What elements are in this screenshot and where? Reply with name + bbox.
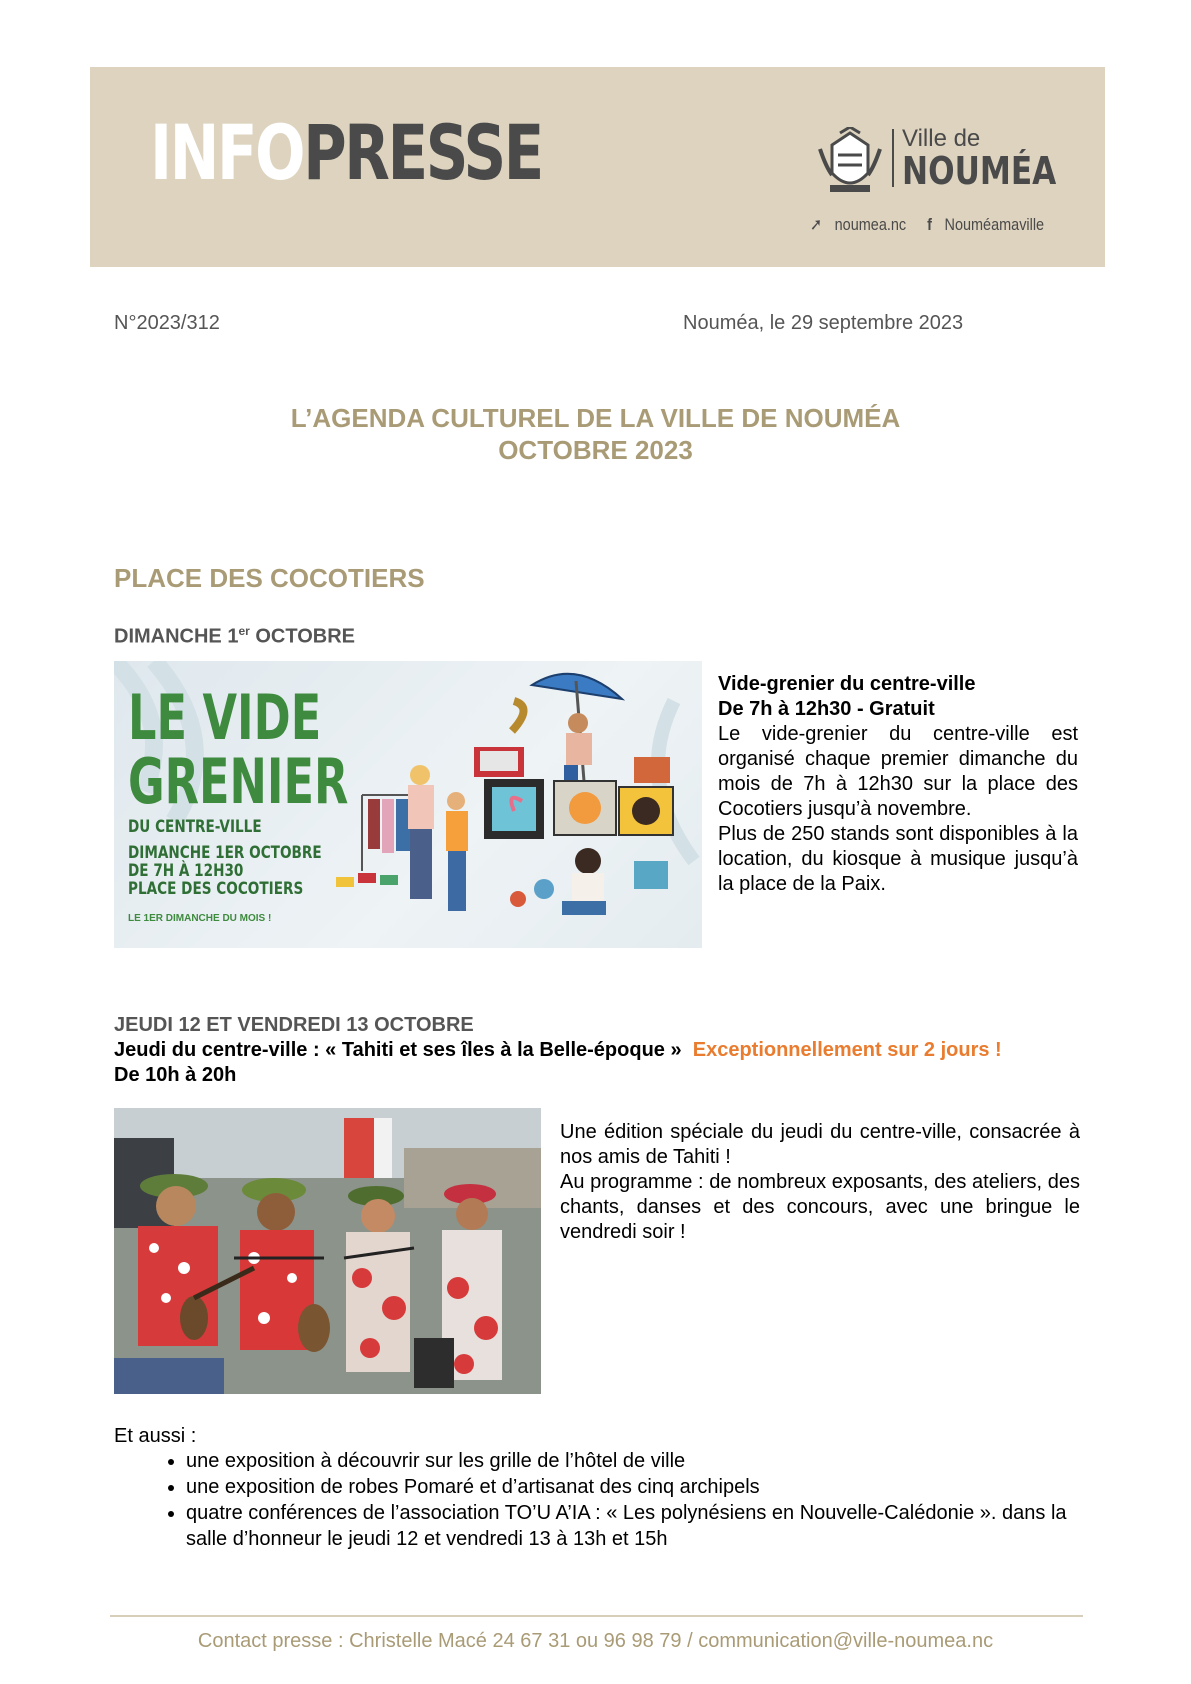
vg-line2: GRENIER — [128, 745, 349, 818]
section2-text — [560, 1120, 1080, 1245]
tahiti-musicians-photo — [114, 1108, 541, 1394]
arrow-icon: ➚ — [810, 215, 823, 234]
date-suffix: OCTOBRE — [249, 625, 355, 648]
section1-date — [114, 624, 355, 649]
info-presse-brand — [150, 108, 542, 197]
list-item: • quatre conférences de l’association TO’U A’IA : « Les polynésiens en Nouvelle-Calédonie ». dans la salle d’honneur le jeudi 12 et vendredi 13 à 13h et 15h — [186, 1500, 1090, 1552]
section1-text — [718, 672, 1078, 897]
vg-line1: LE VIDE — [128, 681, 322, 754]
vg-line5: DE 7H À 12H30 — [128, 861, 244, 881]
brand-presse: PRESSE — [303, 108, 542, 197]
logo-ville-de: Ville de — [902, 125, 981, 152]
section2-heading — [114, 1038, 1089, 1063]
section2-highlight: Exceptionnellement sur 2 jours ! — [692, 1039, 1002, 1061]
event-title: Vide-grenier du centre-ville — [718, 673, 976, 695]
vg-line6: PLACE DES COCOTIERS — [128, 879, 304, 899]
footer-divider — [110, 1615, 1083, 1617]
tahiti-photo — [114, 1108, 541, 1394]
section2-time: De 10h à 20h — [114, 1064, 237, 1086]
header-banner — [90, 67, 1105, 267]
section2-date: JEUDI 12 ET VENDREDI 13 OCTOBRE — [114, 1014, 474, 1036]
facebook-link[interactable] — [927, 215, 1052, 234]
vide-grenier-image — [114, 661, 702, 948]
ville-de-noumea-logo[interactable] — [810, 125, 1057, 234]
event-paragraph-1: Le vide-grenier du centre-ville est organisé chaque premier dimanche du mois de 7h à 12h30 sur la place des Cocotiers jusqu’à novembre. — [718, 723, 1078, 820]
event-time: De 7h à 12h30 - Gratuit — [718, 698, 935, 720]
section2-event-title: Jeudi du centre-ville : « Tahiti et ses îles à la Belle-époque » — [114, 1039, 682, 1061]
logo-noumea: NOUMÉA — [902, 149, 1057, 193]
also-list — [140, 1448, 1090, 1552]
facebook-text: Nouméamaville — [944, 215, 1045, 234]
website-link[interactable] — [810, 215, 915, 234]
date-sup: er — [238, 624, 250, 638]
footer-contact: Contact presse : Christelle Macé 24 67 31 ou 96 98 79 / communication@ville-noumea.nc — [197, 1630, 994, 1652]
website-text: noumea.nc — [834, 215, 907, 234]
place-date: Nouméa, le 29 septembre 2023 — [683, 312, 964, 334]
vg-line7: LE 1ER DIMANCHE DU MOIS ! — [128, 913, 272, 924]
section2-paragraph-1: Une édition spéciale du jeudi du centre-ville, consacrée à nos amis de Tahiti ! — [560, 1121, 1080, 1168]
section2-paragraph-2: Au programme : de nombreux exposants, des ateliers, des chants, danses et des concours, avec une bringue le vendredi soir ! — [560, 1171, 1080, 1243]
list-item: • une exposition à découvrir sur les grille de l’hôtel de ville — [186, 1448, 1090, 1474]
section-title-place-des-cocotiers: PLACE DES COCOTIERS — [114, 563, 425, 593]
coat-of-arms-icon — [812, 127, 888, 197]
press-number: N°2023/312 — [114, 312, 220, 334]
also-label: Et aussi : — [114, 1425, 197, 1447]
brand-info: INFO — [150, 108, 304, 197]
date-prefix: DIMANCHE 1 — [114, 625, 239, 648]
vg-line3: DU CENTRE-VILLE — [128, 817, 262, 837]
vg-line4: DIMANCHE 1ER OCTOBRE — [128, 843, 322, 863]
list-item: • une exposition de robes Pomaré et d’artisanat des cinq archipels — [186, 1474, 1090, 1500]
page-title: L’AGENDA CULTUREL DE LA VILLE DE NOUMÉA — [290, 403, 901, 433]
page-subtitle: OCTOBRE 2023 — [498, 435, 693, 465]
facebook-icon: f — [927, 215, 932, 234]
logo-links — [810, 215, 1061, 235]
logo-separator — [892, 129, 894, 187]
event-paragraph-2: Plus de 250 stands sont disponibles à la location, du kiosque à musique jusqu’à la place de la Paix. — [718, 823, 1078, 895]
